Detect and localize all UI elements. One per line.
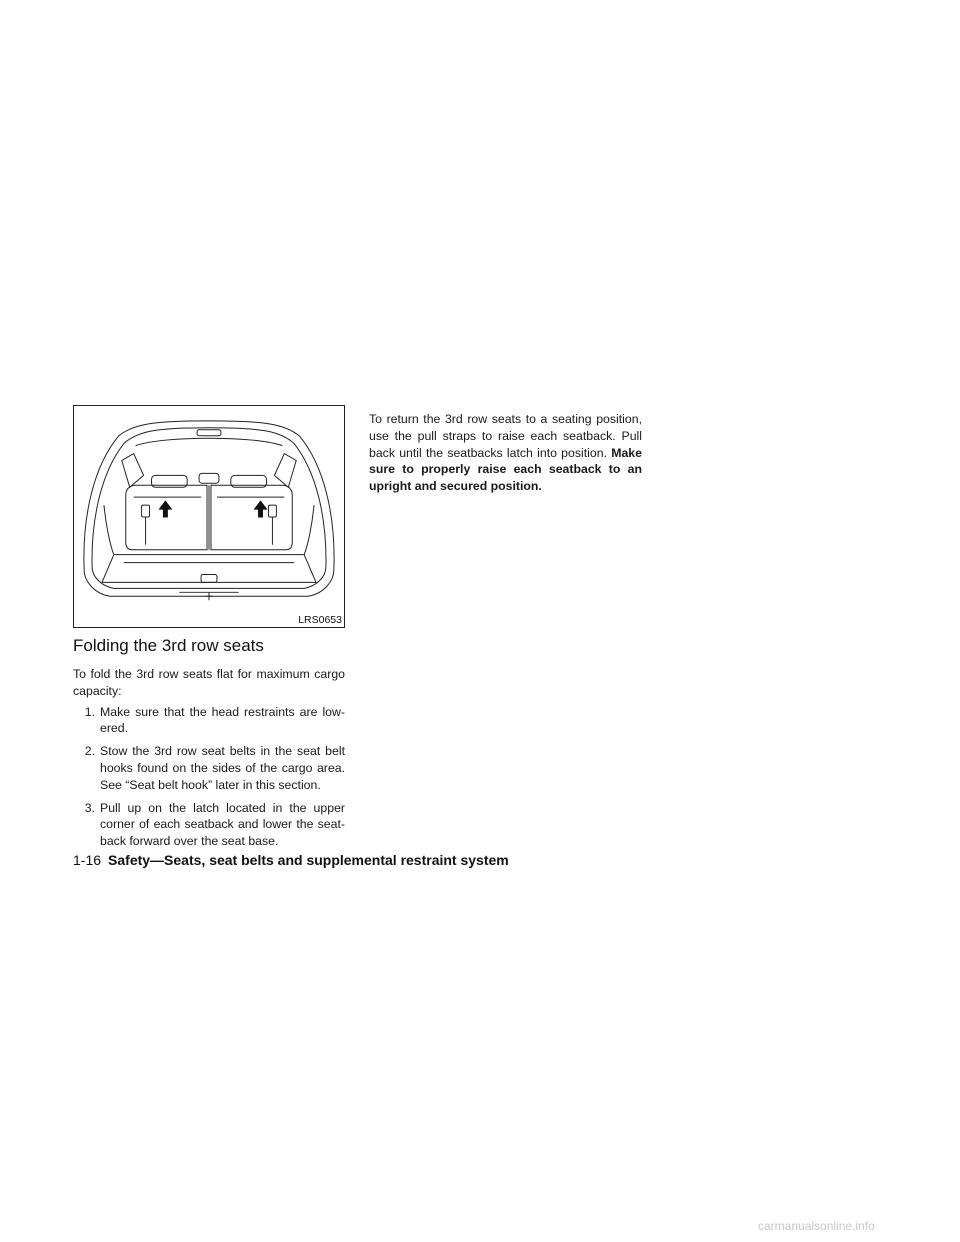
section-title: Safety—Seats, seat belts and supplemental restraint system <box>108 852 509 868</box>
step-text: Pull up on the latch located in the upper corner of each seatback and lower the seat- back forward over the seat base. <box>100 800 345 849</box>
list-item <box>73 743 345 793</box>
step-number: 3. <box>84 800 95 815</box>
return-seats-text: To return the 3rd row seats to a seating position, use the pull straps to raise each seatback. Pull back until the seatbacks latch into position. <box>369 412 642 460</box>
watermark: carmanualsonline.info <box>758 1219 875 1233</box>
section-heading: Folding the 3rd row seats <box>73 636 264 655</box>
page-footer <box>73 852 509 868</box>
left-column <box>73 666 345 856</box>
figure-code: LRS0653 <box>298 614 342 626</box>
up-arrow-icon <box>255 501 267 517</box>
right-column <box>369 411 642 495</box>
step-text: Stow the 3rd row seat belts in the seat belt hooks found on the sides of the cargo area. See “Seat belt hook” later in this section. <box>100 744 345 792</box>
up-arrow-icon <box>159 501 171 517</box>
cargo-area-illustration <box>74 406 344 627</box>
cargo-area-figure <box>73 405 345 628</box>
list-item <box>73 800 345 850</box>
page-number: 1-16 <box>73 852 102 868</box>
list-item <box>73 704 345 738</box>
step-number: 2. <box>84 744 95 759</box>
step-text: Make sure that the head restraints are low- ered. <box>100 704 345 736</box>
paragraph <box>369 411 642 495</box>
warning-text: Make sure to properly raise each seatback to an upright and secured position. <box>369 445 642 494</box>
intro-text: To fold the 3rd row seats flat for maximum cargo capacity: <box>73 667 345 698</box>
steps-list <box>73 704 345 850</box>
step-number: 1. <box>84 704 95 719</box>
